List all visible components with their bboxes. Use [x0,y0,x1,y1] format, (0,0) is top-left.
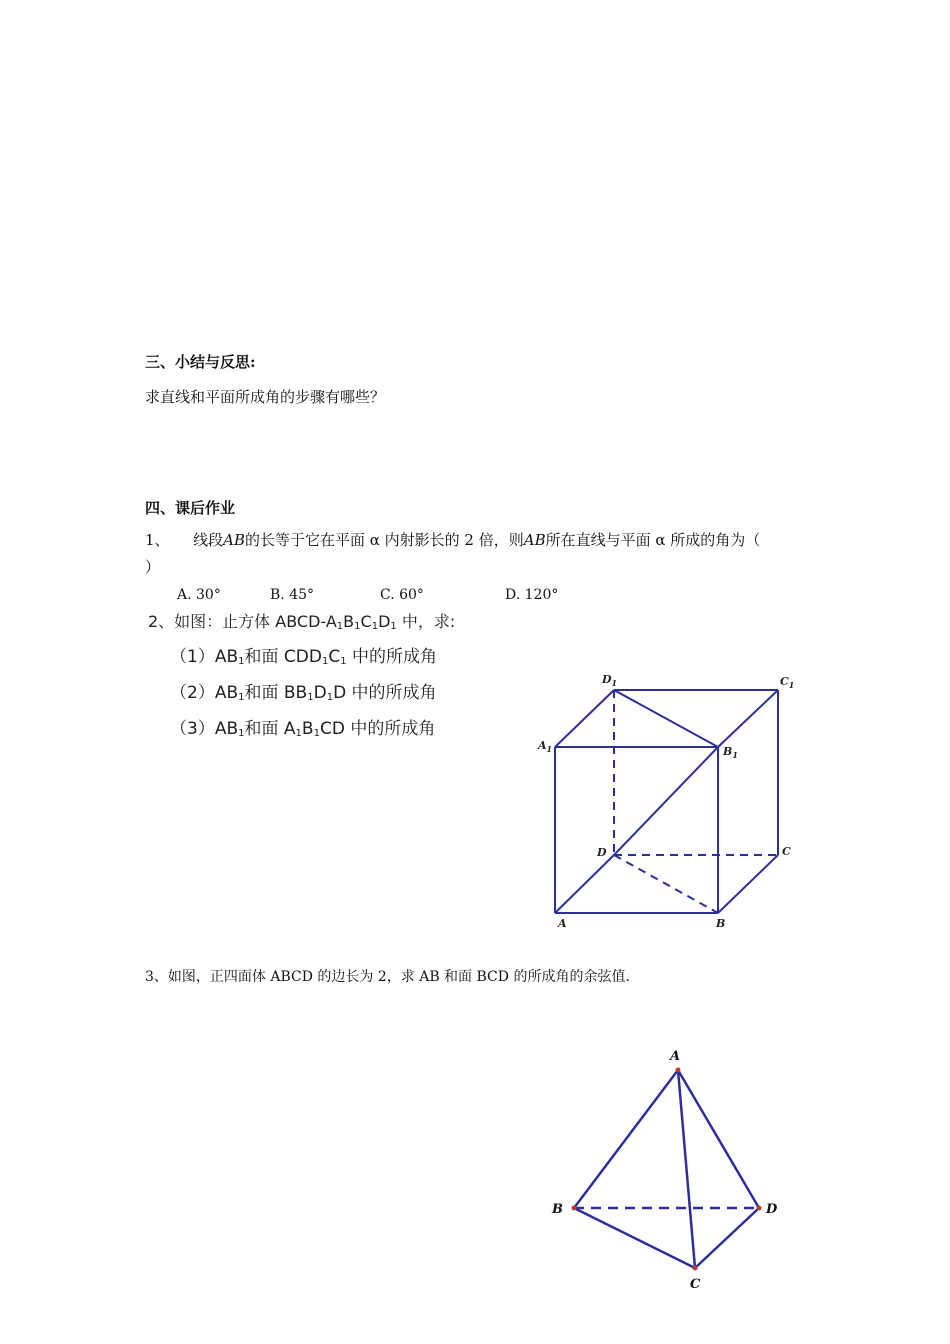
label-d: D [766,1202,778,1217]
label-d1: $D_1$ [602,673,618,688]
section-3-title: 三、小结与反思: [145,353,256,371]
q2-item-2-end: D 中的所成角 [333,683,437,703]
edge-b-c [718,855,778,913]
label-b: B [716,917,726,930]
q2-item-1-mid: 和面 CDD [244,647,322,667]
q2-intro-sub-3: 1 [371,621,379,632]
label-a: A [558,917,567,930]
q2-item-2-sub-3: 1 [326,692,334,703]
q1-option-a: A. 30° [177,587,221,603]
edge-b1-c1 [718,690,778,747]
q1-paren-close: ） [145,558,161,576]
q2-item-2-mid: 和面 BB [244,683,308,703]
edge-b-c [574,1208,695,1268]
q2-item-3-end: CD 中的所成角 [319,719,436,739]
question-3: 3、如图，正四面体 ABCD 的边长为 2，求 AB 和面 BCD 的所成角的余弦值. [145,969,630,985]
q2-item-2-sub-1: 1 [238,692,245,703]
label-d: D [597,846,607,859]
point-a [676,1068,681,1073]
diagonal-d1-b1 [614,690,718,747]
cube-figure [530,665,820,935]
q2-item-1-sub-2: 1 [321,656,329,667]
q1-option-c: C. 60° [380,587,424,603]
q2-intro-b: B [343,612,355,631]
q2-item-3-mid: 和面 A [244,719,296,739]
q2-item-1-sub-3: 1 [340,656,347,667]
edge-a-d [555,855,614,913]
diagonal-d-b1 [614,747,718,855]
label-b: B [552,1202,563,1217]
section-4-title: 四、课后作业 [145,499,236,517]
q2-item-1-pre: （1）AB [170,647,239,667]
q1-option-b: B. 45° [270,587,315,603]
q2-intro-sub-1: 1 [336,621,344,632]
q1-ab: AB [223,531,245,549]
label-c: C [782,845,791,858]
q2-item-3-pre: （3）AB [170,719,239,739]
q2-item-1 [170,647,437,672]
edge-a-c [678,1070,695,1268]
q2-intro-sub-2: 1 [354,621,361,632]
q1-number: 1、 [145,531,170,549]
label-a: A [670,1049,681,1064]
q1-text-b: 的长等于它在平面 α 内射影长的 2 倍，则 [244,531,524,549]
question-1 [145,530,760,550]
label-a1: $A_1$ [538,739,553,754]
section-3-question: 求直线和平面所成角的步骤有哪些？ [145,388,386,406]
q2-item-3 [170,719,435,744]
q2-item-2-sub-2: 1 [307,692,314,703]
q2-item-2-pre: （2）AB [170,683,239,703]
q2-intro-c: C [360,612,372,631]
edge-a1-d1 [555,690,614,747]
diagonal-d-b [614,855,718,913]
q1-option-d: D. 120° [505,587,559,603]
q2-item-3-sub-2: 1 [295,728,302,739]
q1-ab-2: AB [523,531,546,549]
q2-item-1-sub-1: 1 [238,656,245,667]
q2-intro-d: D [378,612,391,631]
q2-item-2-mid-2: D [313,683,327,703]
q1-text-a: 线段 [193,531,224,549]
q2-item-3-mid-2: B [301,719,314,739]
point-b [572,1206,577,1211]
q2-intro-a: 2、如图：止方体 ABCD-A [148,612,337,631]
q2-item-1-mid-2: C [328,647,341,667]
q2-item-2 [170,683,437,708]
q2-intro-sub-4: 1 [390,621,397,632]
label-c: C [690,1277,701,1292]
edge-a-d [678,1070,759,1208]
tetrahedron-figure [540,1040,800,1300]
label-c1: $C_1$ [780,675,795,690]
point-c [693,1266,698,1271]
label-b1: $B_1$ [723,745,738,760]
q2-item-1-end: 中的所成角 [346,647,437,667]
question-2-intro [148,612,455,637]
q2-intro-end: 中，求: [396,612,456,631]
q2-item-3-sub-1: 1 [238,728,245,739]
q2-item-3-sub-3: 1 [313,728,320,739]
edge-c-d [695,1208,759,1268]
edge-a-b [574,1070,678,1208]
point-d [757,1206,762,1211]
q1-text-c: 所在直线与平面 α 所成的角为（ [545,531,761,549]
